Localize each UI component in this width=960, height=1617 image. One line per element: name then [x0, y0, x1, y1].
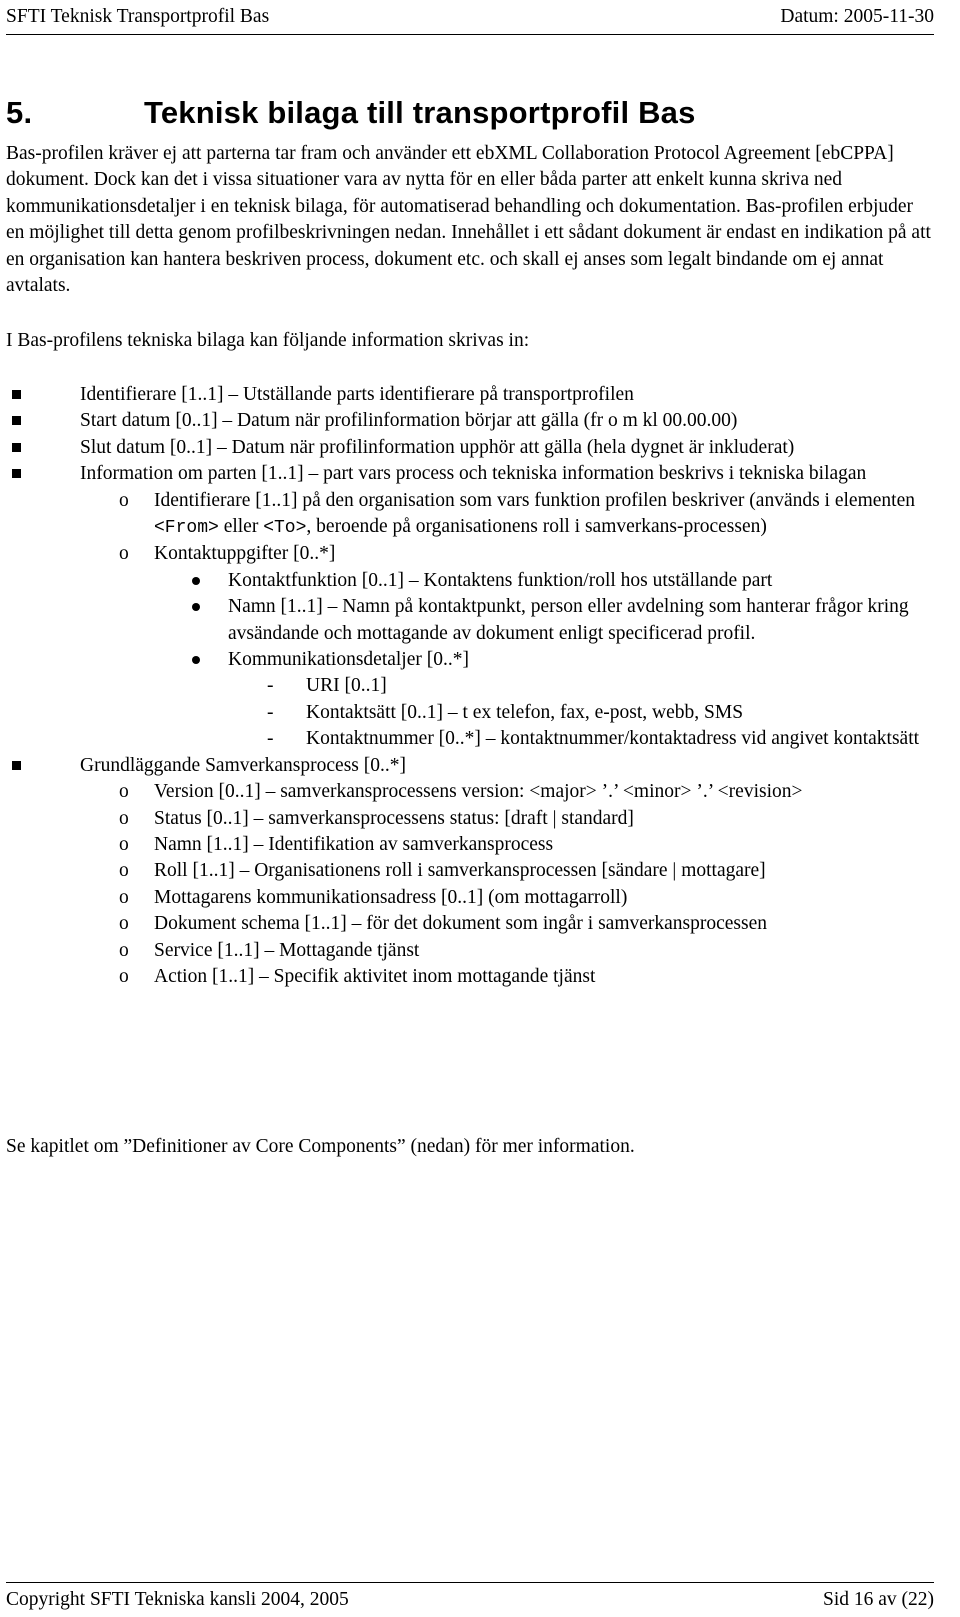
contact-sublist [154, 568, 936, 753]
dash-bullet-icon: - [267, 728, 274, 750]
dot-bullet-icon [192, 656, 200, 664]
closing-paragraph: Se kapitlet om ”Definitioner av Core Components” (nedan) för mer information. [6, 1136, 635, 1157]
header-doc-title: SFTI Teknisk Transportprofil Bas [6, 6, 270, 27]
from-element-code: <From> [154, 518, 219, 539]
list-item [6, 435, 936, 461]
list-item-text: Version [0..1] – samverkansprocessens version: <major> ’.’ <minor> ’.’ <revision> [154, 781, 803, 803]
circle-bullet-icon: o [119, 886, 129, 908]
list-item [6, 382, 936, 408]
list-item [6, 806, 936, 832]
list-item [6, 408, 936, 434]
list-item [6, 753, 936, 991]
list-item [6, 726, 936, 752]
list-item-text: Start datum [0..1] – Datum när profilinformation börjar att gälla (fr o m kl 00.00.00) [80, 410, 738, 432]
list-item [6, 832, 936, 858]
intro-paragraph: Bas-profilen kräver ej att parterna tar fram och använder ett ebXML Collaboration Protocol Agreement [ebCPPA] dokument. Dock kan det i vissa situationer vara av nytta för en eller båda parter att enkelt kunna skriva ned kommunikationsdetaljer i en teknisk bilaga, för automatiserad behandling och dokumentation. Bas-profilen erbjuder en möjlighet till detta genom profilbeskrivningen nedan. Innehållet i ett sådant dokument är endast en indikation på att en organisation kan hantera beskriven process, dokument etc. och skall ej anses som legalt bindande om ej annat avtalats. [6, 143, 931, 297]
dot-bullet-icon [192, 577, 200, 585]
footer-page-number: Sid 16 av (22) [822, 1589, 934, 1610]
dash-bullet-icon: - [267, 675, 274, 697]
list-item [6, 779, 936, 805]
list-item-text: Mottagarens kommunikationsadress [0..1] (om mottagarroll) [154, 886, 628, 908]
page-header [6, 0, 934, 35]
section-title: Teknisk bilaga till transportprofil Bas [144, 95, 696, 130]
list-item-text: Kontaktuppgifter [0..*] [154, 543, 336, 565]
page-footer [6, 1582, 934, 1617]
circle-bullet-icon: o [119, 543, 129, 565]
circle-bullet-icon: o [119, 965, 129, 987]
list-item [6, 700, 936, 726]
lead-paragraph: I Bas-profilens tekniska bilaga kan följande information skrivas in: [6, 330, 530, 351]
square-bullet-icon [12, 416, 21, 425]
list-item-text: Identifierare [1..1] – Utställande parts identifierare på transportprofilen [80, 384, 634, 405]
square-bullet-icon [12, 761, 21, 770]
list-item-text: Service [1..1] – Mottagande tjänst [154, 939, 420, 961]
process-sublist [80, 779, 936, 990]
list-item [6, 885, 936, 911]
list-item-text: Kommunikationsdetaljer [0..*] [228, 649, 469, 671]
list-item [6, 541, 936, 752]
list-item-text: Roll [1..1] – Organisationens roll i samverkansprocessen [sändare | mottagare] [154, 860, 766, 882]
section-heading [6, 95, 696, 131]
list-item-text: Dokument schema [1..1] – för det dokument som ingår i samverkansprocessen [154, 913, 768, 935]
list-item-text: Namn [1..1] – Identifikation av samverkansprocess [154, 833, 554, 855]
list-item-text: Grundläggande Samverkansprocess [0..*] [80, 754, 406, 776]
communication-sublist [228, 673, 936, 752]
list-item-text: Kontaktfunktion [0..1] – Kontaktens funktion/roll hos utställande part [228, 569, 773, 591]
list-item-text: URI [0..1] [306, 675, 387, 697]
list-item-text: , beroende på organisationens roll i samverkans-processen) [306, 516, 767, 538]
list-item-text: Action [1..1] – Specifik aktivitet inom mottagande tjänst [154, 965, 596, 987]
section-number: 5. [6, 95, 33, 130]
info-sublist [80, 488, 936, 753]
to-element-code: <To> [263, 518, 307, 539]
list-item-text: Kontaktnummer [0..*] – kontaktnummer/kontaktadress vid angivet kontaktsätt [306, 728, 920, 750]
list-item [6, 673, 936, 699]
list-item-text: Kontaktsätt [0..1] – t ex telefon, fax, e-post, webb, SMS [306, 701, 744, 723]
list-item-text: Identifierare [1..1] på den organisation som vars funktion profilen beskriver (används i elementen [154, 489, 915, 511]
square-bullet-icon [12, 390, 21, 399]
list-item-text: Slut datum [0..1] – Datum när profilinformation upphör att gälla (hela dygnet är inkluderat) [80, 436, 795, 458]
list-item [6, 647, 936, 753]
list-item [6, 964, 936, 990]
dash-bullet-icon: - [267, 701, 274, 723]
list-item [6, 911, 936, 937]
square-bullet-icon [12, 469, 21, 478]
list-item-text: Status [0..1] – samverkansprocessens status: [draft | standard] [154, 807, 634, 829]
circle-bullet-icon: o [119, 781, 129, 803]
list-item [6, 858, 936, 884]
footer-copyright: Copyright SFTI Tekniska kansli 2004, 2005 [6, 1589, 349, 1610]
square-bullet-icon [12, 443, 21, 452]
circle-bullet-icon: o [119, 489, 129, 511]
list-item [6, 938, 936, 964]
info-list [6, 382, 936, 990]
list-item [6, 461, 936, 752]
list-item [6, 594, 936, 647]
circle-bullet-icon: o [119, 860, 129, 882]
dot-bullet-icon [192, 603, 200, 611]
list-item-text: Namn [1..1] – Namn på kontaktpunkt, person eller avdelning som hanterar frågor kring avsändande och mottagande av dokument enligt specificerad profil. [228, 596, 909, 644]
list-item [6, 568, 936, 594]
circle-bullet-icon: o [119, 833, 129, 855]
header-date: Datum: 2005-11-30 [780, 6, 934, 27]
list-item [6, 488, 936, 542]
circle-bullet-icon: o [119, 913, 129, 935]
list-item-text: eller [218, 516, 264, 538]
list-item-text: Information om parten [1..1] – part vars process och tekniska information beskrivs i tekniska bilagan [80, 463, 867, 485]
circle-bullet-icon: o [119, 807, 129, 829]
circle-bullet-icon: o [119, 939, 129, 961]
